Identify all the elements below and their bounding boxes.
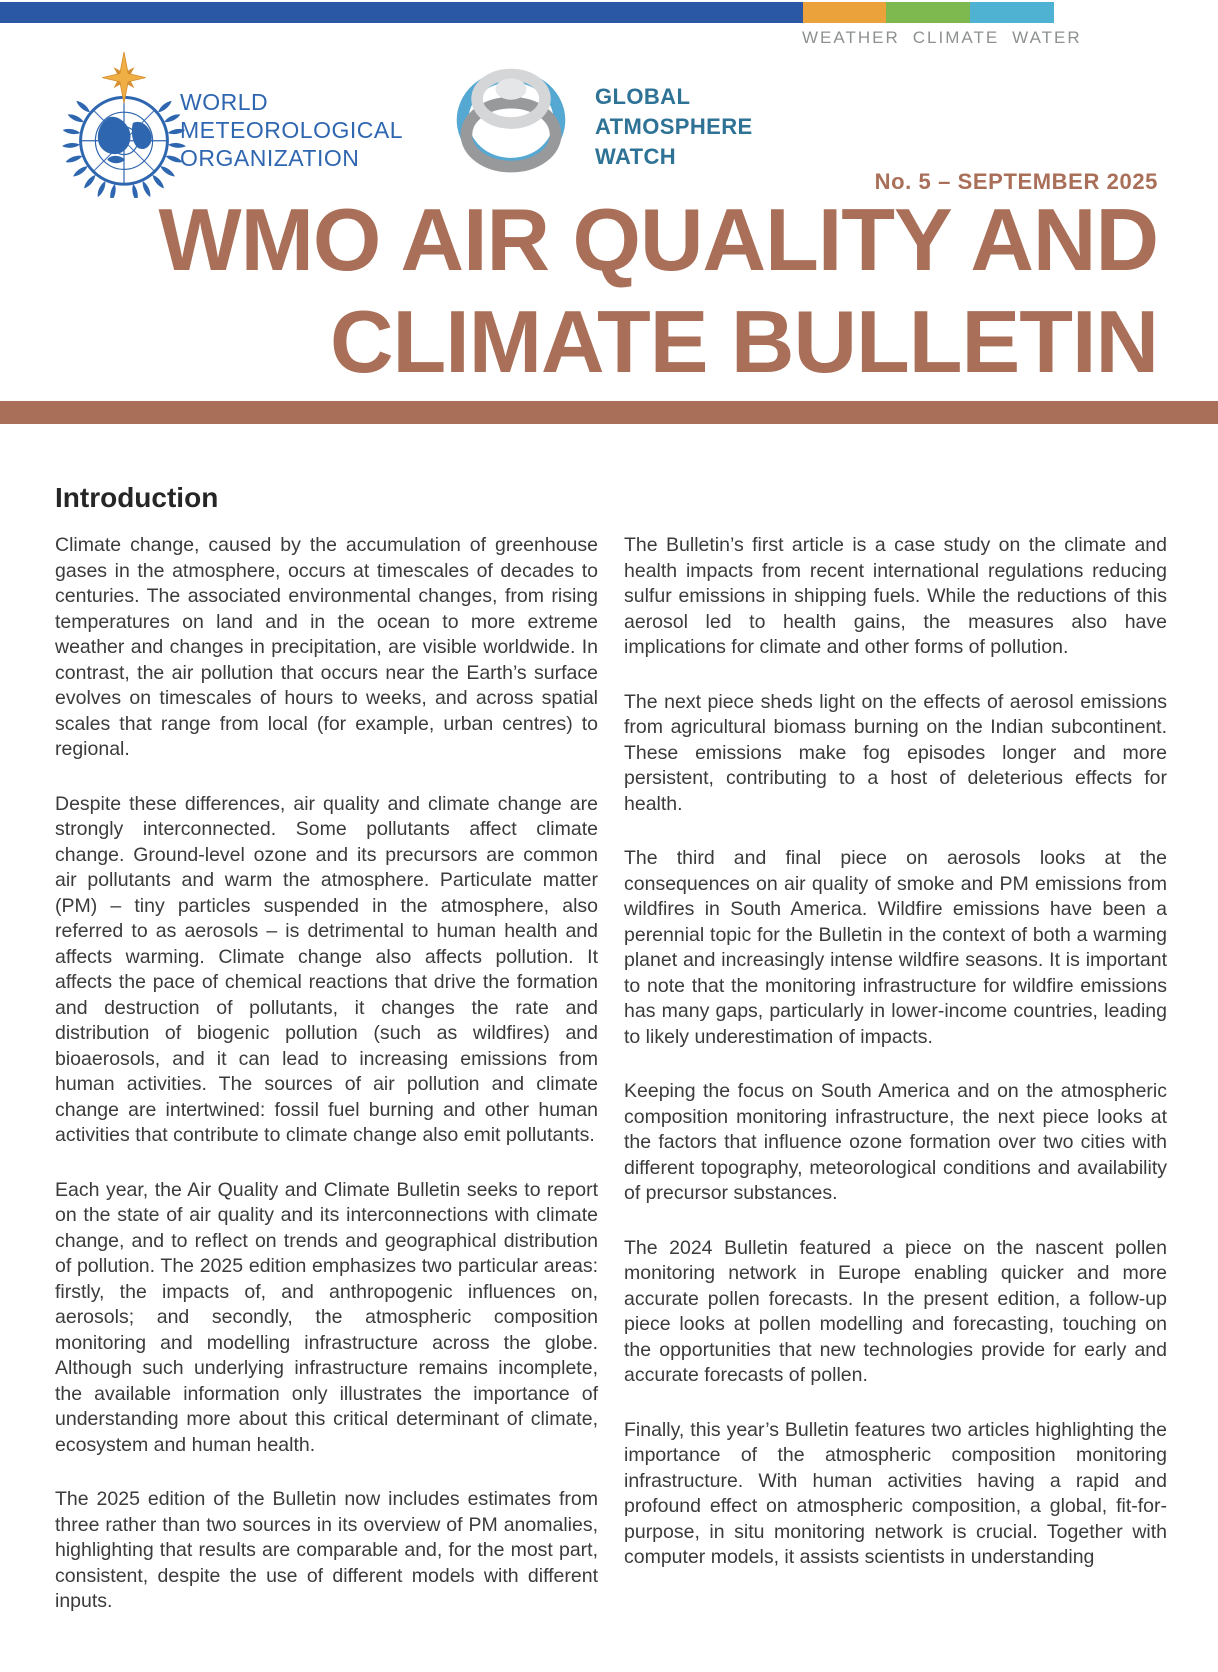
page-title <box>159 189 1158 393</box>
tagline-weather: WEATHER <box>802 28 900 47</box>
paragraph: Climate change, caused by the accumulation of greenhouse gases in the atmosphere, occurs at timescales of decades to centuries. The associated environmental changes, from rising temperatures on land and in the ocean to more extreme weather and changes in precipitation, are visible worldwide. In contrast, the air pollution that occurs near the Earth’s surface evolves on timescales of hours to weeks, and across spatial scales that range from local (for example, urban centres) to regional. <box>55 534 598 760</box>
ribbon-blue-segment <box>0 2 803 23</box>
gaw-logo-text <box>595 82 753 172</box>
wmo-logo-text <box>180 88 403 172</box>
paragraph: The next piece sheds light on the effects of aerosol emissions from agricultural biomass burning on the Indian subcontinent. These emissions make fog episodes longer and more persistent, contributing to a host of deleterious effects for health. <box>624 690 1167 815</box>
gaw-word-global: GLOBAL <box>595 84 691 109</box>
top-ribbon <box>0 2 1218 23</box>
title-line-1: WMO AIR QUALITY AND <box>158 190 1158 289</box>
paragraph: Each year, the Air Quality and Climate Bulletin seeks to report on the state of air quality and its interconnections with climate change, and to reflect on trends and geographical distribution of pollution. The 2025 edition emphasizes two particular areas: firstly, the impacts of, and anthropogenic influences on, aerosols; and secondly, the atmospheric composition monitoring and modelling infrastructure across the globe. Although such underlying infrastructure remains incomplete, the available information only illustrates the importance of understanding more about this critical determinant of climate, ecosystem and human health. <box>55 1178 598 1456</box>
section-heading: Introduction <box>55 482 219 513</box>
compass-star-icon <box>102 52 145 103</box>
wmo-word-meteorological: METEOROLOGICAL <box>180 117 403 143</box>
paragraph: The 2025 edition of the Bulletin now includes estimates from three rather than two sources in its overview of PM anomalies, highlighting that results are comparable and, for the most part, consistent, despite the use of different models with different inputs. <box>55 1488 598 1612</box>
article-content <box>55 481 1167 1644</box>
left-column <box>55 533 598 1644</box>
ribbon-orange-segment <box>803 2 886 23</box>
wmo-tagline <box>802 28 1082 48</box>
paragraph: The Bulletin’s first article is a case study on the climate and health impacts from recent international regulations reducing sulfur emissions in shipping fuels. While the reductions of this aerosol led to health gains, the measures also have implications for climate and other forms of pollution. <box>624 534 1167 658</box>
tagline-climate: CLIMATE <box>912 28 1000 47</box>
right-column <box>624 533 1167 1644</box>
tagline-water: WATER <box>1012 28 1082 47</box>
title-line-2: CLIMATE BULLETIN <box>329 292 1158 391</box>
title-divider-bar <box>0 401 1218 424</box>
paragraph: The third and final piece on aerosols looks at the consequences on air quality of smoke and PM emissions from wildfires in South America. Wildfire emissions have been a perennial topic for the Bulletin in the context of both a warming planet and increasingly intense wildfire seasons. It is important to note that the monitoring infrastructure for wildfire emissions has many gaps, particularly in lower-income countries, leading to likely underestimation of impacts. <box>624 847 1167 1048</box>
ribbon-cyan-segment <box>970 2 1054 23</box>
gaw-word-watch: WATCH <box>595 144 677 169</box>
ribbon-green-segment <box>886 2 970 23</box>
gaw-word-atmosphere: ATMOSPHERE <box>595 114 753 139</box>
paragraph: Keeping the focus on South America and on the atmospheric composition monitoring infrastructure, the next piece looks at the factors that influence ozone formation over two cities with different topography, meteorological conditions and availability of precursor substances. <box>624 1080 1167 1204</box>
gaw-logo-icon <box>448 60 574 186</box>
paragraph: Despite these differences, air quality and climate change are strongly interconnected. Some pollutants affect climate change. Ground-level ozone and its precursors are common air pollutants and warm the atmosphere. Particulate matter (PM) – tiny particles suspended in the atmosphere, also referred to as aerosols – is detrimental to human health and affects warming. Climate change also affects pollution. It affects the pace of chemical reactions that drive the formation and destruction of pollutants, it changes the rate and distribution of biogenic pollution (such as wildfires) and bioaerosols, and it can lead to increasing emissions from human activities. The sources of air pollution and climate change are intertwined: fossil fuel burning and other human activities that contribute to climate change also emit pollutants. <box>55 792 598 1146</box>
wmo-logo-icon <box>50 50 198 198</box>
issue-number: No. 5 – SEPTEMBER 2025 <box>874 169 1158 194</box>
two-column-layout <box>55 533 1167 1644</box>
paragraph: The 2024 Bulletin featured a piece on the nascent pollen monitoring network in Europe enabling quicker and more accurate pollen forecasts. In the present edition, a follow-up piece looks at pollen modelling and forecasting, touching on the opportunities that new technologies provide for early and accurate forecasts of pollen. <box>624 1236 1167 1386</box>
wmo-word-organization: ORGANIZATION <box>180 145 360 171</box>
wmo-word-world: WORLD <box>180 89 269 115</box>
paragraph: Finally, this year’s Bulletin features two articles highlighting the importance of the atmospheric composition monitoring infrastructure. With human activities having a rapid and profound effect on atmospheric composition, a global, fit-for-purpose, in situ monitoring network is crucial. Together with computer models, it assists scientists in understanding <box>624 1418 1167 1568</box>
